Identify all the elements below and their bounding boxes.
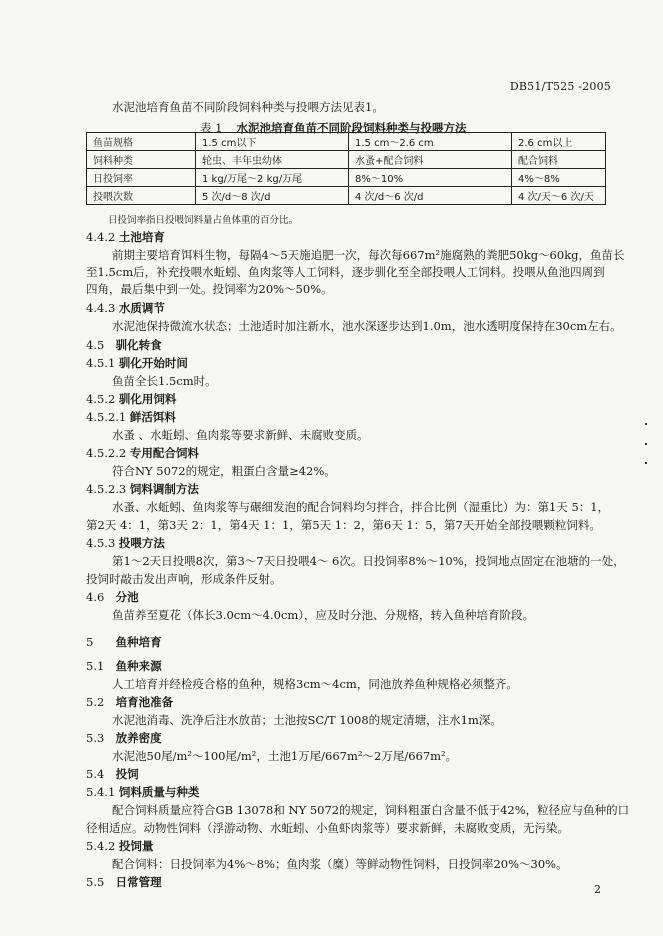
paragraph-line: 水泥池保持微流水状态；土池适时加注新水，池水深逐步达到1.0m，池水透明度保持在30cm左右。 — [112, 319, 622, 333]
table-note: 日投饲率指日投喂饲料量占鱼体重的百分比。 — [108, 215, 299, 226]
scan-mark — [645, 443, 647, 445]
paragraph-line: 水泥池50尾/m²～100尾/m²，土池1万尾/667m²～2万尾/667m²。 — [112, 749, 458, 763]
section-heading: 4.5.2 驯化用饲料 — [86, 392, 177, 406]
section-heading: 5 鱼种培育 — [86, 635, 162, 649]
paragraph-line: 第2天 4：1，第3天 2：1，第4天 1：1，第5天 1：2，第6天 1：5，第7天开始全部投喂颗粒饲料。 — [86, 518, 601, 532]
table-cell: 4 次/天～6 次/天 — [512, 187, 606, 205]
table-row — [87, 187, 606, 205]
table-cell: 4 次/d～6 次/d — [349, 187, 512, 205]
section-heading: 4.5.2.3 饲料调制方法 — [86, 482, 199, 496]
intro-paragraph: 水泥池培育鱼苗不同阶段饲料种类与投喂方法见表1。 — [112, 100, 384, 114]
section-heading: 4.5 驯化转食 — [86, 338, 162, 352]
paragraph-line: 水蚤 、水蚯蚓、鱼肉浆等要求新鲜、未腐败变质。 — [112, 428, 369, 442]
paragraph-line: 径相适应。动物性饲料（浮游动物、水蚯蚓、小鱼虾肉浆等）要求新鲜，未腐败变质，无污染。 — [86, 821, 569, 835]
paragraph-line: 配合饲料质量应符合GB 13078和 NY 5072的规定，饲料粗蛋白含量不低于42%，粒径应与鱼种的口 — [112, 803, 630, 817]
paragraph-line: 四角，最后集中到一处。投饲率为20%～50%。 — [86, 282, 333, 296]
table-cell: 1.5 cm～2.6 cm — [349, 133, 512, 151]
table-cell: 饲料种类 — [87, 151, 196, 169]
paragraph-line: 人工培育并经检疫合格的鱼种，规格3cm～4cm，同池放养鱼种规格必须整齐。 — [112, 677, 518, 691]
paragraph-line: 水泥池消毒、洗净后注水放苗；土池按SC/T 1008的规定清塘，注水1m深。 — [112, 713, 502, 727]
table-cell: 5 次/d～8 次/d — [196, 187, 349, 205]
section-heading: 5.4.1 饲料质量与种类 — [86, 785, 200, 799]
table-title: 水泥池培育鱼苗不同阶段饲料种类与投喂方法 — [236, 121, 467, 135]
section-heading: 5.5 日常管理 — [86, 875, 162, 889]
section-heading: 5.4 投饲 — [86, 767, 139, 781]
table-label: 表 1 — [200, 121, 223, 135]
paragraph-line: 前期主要培育饵料生物，每隔4～5天施追肥一次，每次每667m²施腐熟的粪肥50kg～60kg，鱼苗长 — [112, 248, 625, 262]
table-cell: 8%～10% — [349, 169, 512, 187]
table-row — [87, 133, 606, 151]
section-heading: 4.6 分池 — [86, 590, 139, 604]
table-cell: 配合饲料 — [512, 151, 606, 169]
section-heading: 4.5.1 驯化开始时间 — [86, 356, 188, 370]
section-heading: 4.5.3 投喂方法 — [86, 536, 165, 550]
paragraph-line: 鱼苗全长1.5cm时。 — [112, 374, 217, 388]
document-code: DB51/T525 -2005 — [509, 80, 611, 93]
section-heading: 5.1 鱼种来源 — [86, 659, 162, 673]
table-row — [87, 169, 606, 187]
table-cell: 轮虫、丰年虫幼体 — [196, 151, 349, 169]
paragraph-line: 鱼苗养至夏花（体长3.0cm～4.0cm），应及时分池、分规格，转入鱼种培育阶段。 — [112, 608, 535, 622]
section-heading: 4.4.2 土池培育 — [86, 230, 165, 244]
scan-mark — [645, 423, 647, 425]
section-heading: 4.4.3 水质调节 — [86, 301, 165, 315]
section-heading: 5.4.2 投饲量 — [86, 839, 154, 853]
scan-mark — [645, 462, 647, 464]
page-number: 2 — [594, 883, 601, 896]
table-cell: 水蚤+配合饲料 — [349, 151, 512, 169]
table-cell: 1 kg/万尾～2 kg/万尾 — [196, 169, 349, 187]
paragraph-line: 至1.5cm后，补充投喂水蚯蚓、鱼肉浆等人工饲料，逐步驯化至全部投喂人工饲料。投喂从鱼池四周到 — [86, 265, 605, 279]
table-cell: 1.5 cm以下 — [196, 133, 349, 151]
table-cell: 4%～8% — [512, 169, 606, 187]
section-heading: 4.5.2.2 专用配合饲料 — [86, 446, 199, 460]
table-cell: 2.6 cm以上 — [512, 133, 606, 151]
section-heading: 5.3 放养密度 — [86, 731, 162, 745]
table-cell: 投喂次数 — [87, 187, 196, 205]
table-cell: 鱼苗规格 — [87, 133, 196, 151]
paragraph-line: 配合饲料：日投饲率为4%～8%；鱼肉浆（糜）等鲜动物性饲料，日投饲率20%～30%。 — [112, 857, 568, 871]
paragraph-line: 符合NY 5072的规定，粗蛋白含量≥42%。 — [112, 464, 336, 478]
table-cell: 日投饲率 — [87, 169, 196, 187]
paragraph-line: 水蚤、水蚯蚓、鱼肉浆等与碾细发泡的配合饲料均匀拌合，拌合比例（湿重比）为：第1天 5：1， — [112, 500, 610, 514]
paragraph-line: 投饲时敲击发出声响，形成条件反射。 — [86, 572, 282, 586]
section-heading: 4.5.2.1 鲜活饵料 — [86, 410, 176, 424]
feeding-table — [86, 132, 606, 205]
section-heading: 5.2 培育池准备 — [86, 695, 174, 709]
table-row — [87, 151, 606, 169]
paragraph-line: 第1～2天日投喂8次，第3～7天日投喂4～ 6次。日投饲率8%～10%，投饲地点固定在池塘的一处， — [112, 554, 625, 568]
